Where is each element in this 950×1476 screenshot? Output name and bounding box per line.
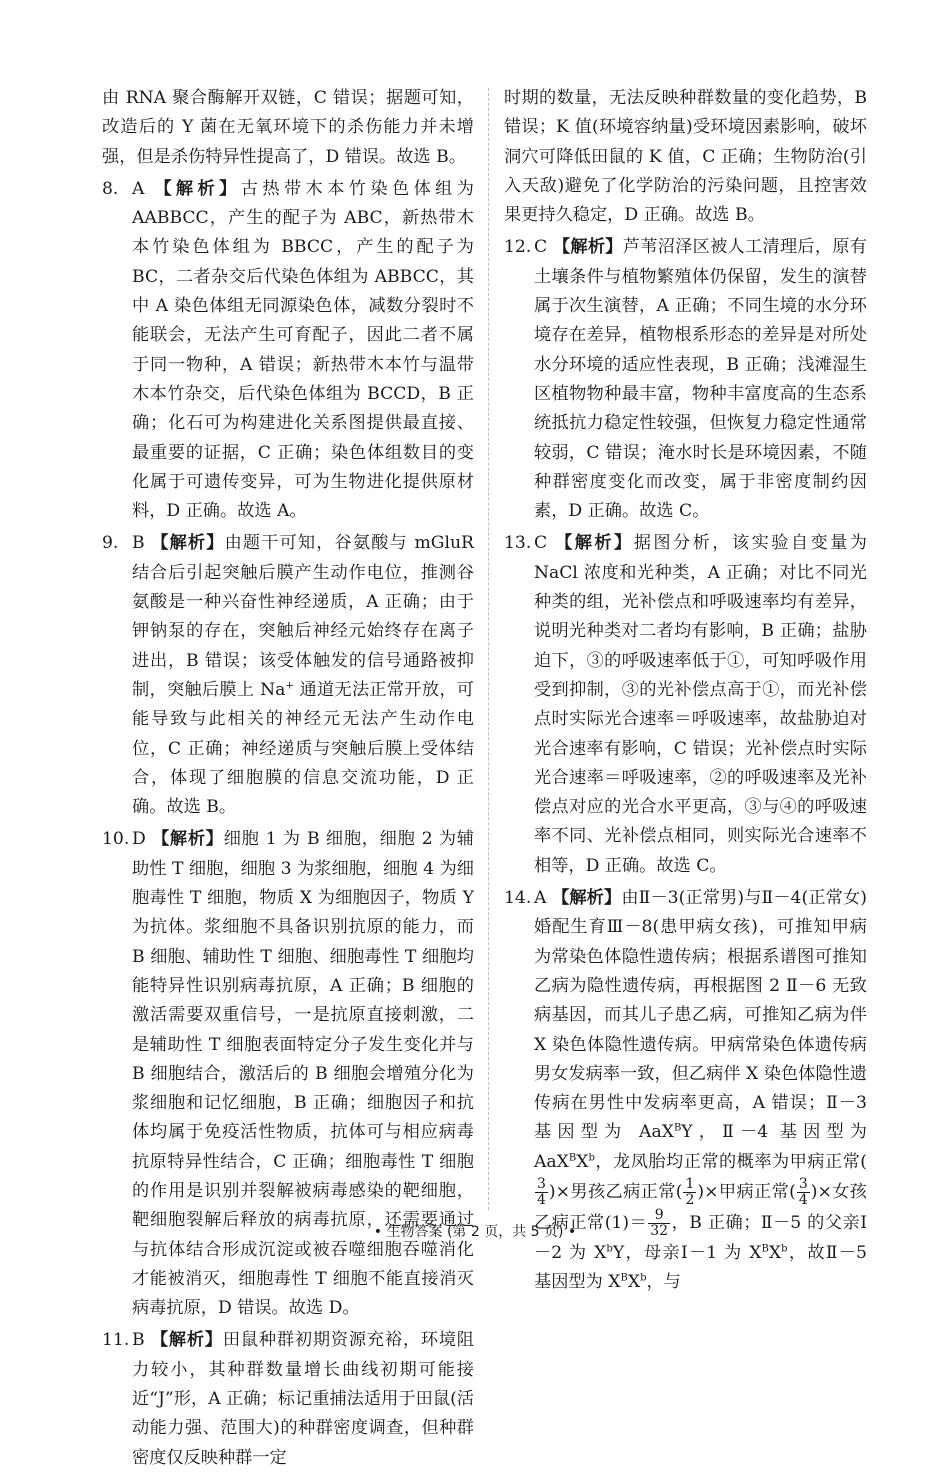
continued-answer-7 — [102, 84, 474, 172]
analysis-tag: 【解析】 — [151, 533, 225, 554]
analysis-text: 田鼠种群初期资源充裕，环境阻力较小，其种群数量增长曲线初期可能接近“J”形，A 正确；标记重捕法适用于田鼠(活动能力强、范围大)的种群密度调查，但种群密度仅反映种群一定 — [132, 1330, 474, 1468]
analysis-tag: 【解析】 — [552, 888, 622, 909]
numerator: 9 — [648, 1208, 670, 1224]
analysis-text: 细胞 1 为 B 细胞，细胞 2 为辅助性 T 细胞，细胞 3 为浆细胞，细胞 4 为细胞毒性 T 细胞，物质 X 为细胞因子，物质 Y 为抗体。浆细胞不具备识别抗原的能力，而 B 细胞、辅助性 T 细胞、细胞毒性 T 细胞均能特异性识别病毒抗原，A 正确；B 细胞的激活需要双重信号，一是抗原直接刺激，二是辅助性 T 细胞表面特定分子发生变化并与 B 细胞结合，激活后的 B 细胞会增殖分化为浆细胞和记忆细胞，B 正确；细胞因子和抗体均属于免疫活性物质，抗体可与相应病毒抗原特异性结合，C 正确；细胞毒性 T 细胞的作用是识别并裂解被病毒感染的靶细胞，靶细胞裂解后释放的病毒抗原，还需要通过与抗体结合形成沉淀或被吞噬细胞吞噬消化才能被消灭，细胞毒性 T 细胞不能直接消灭病毒抗原，D 错误。故选 D。 — [132, 829, 474, 1319]
answer-letter: C — [534, 533, 548, 554]
answer-letter: C — [534, 237, 548, 258]
answer-letter: A — [132, 178, 145, 199]
analysis-text: 由题干可知，谷氨酸与 mGluR 结合后引起突触后膜产生动作电位，推测谷氨酸是一种兴奋性神经递质，A 正确；由于钾钠泵的存在，突触后神经元始终存在离子进出，B 错误；该受体触发的信号通路被抑制，突触后膜上 Na — [132, 533, 474, 700]
analysis-tag: 【解析】 — [152, 829, 224, 850]
numerator: 3 — [537, 1175, 546, 1192]
question-number: 8. — [102, 178, 119, 199]
superscript: + — [285, 680, 294, 692]
answer-7-tail-text: 由 RNA 聚合酶解开双链，C 错误；据题可知，改造后的 Y 菌在无氧环境下的杀伤能力并未增强，但是杀伤特异性提高了，D 错误。故选 B。 — [102, 88, 474, 167]
left-column — [102, 84, 474, 1476]
superscript: b — [781, 1243, 788, 1255]
analysis-text: 古热带木本竹染色体组为 AABBCC，产生的配子为 ABC，新热带木本竹染色体组为 BBCC，产生的配子为 BC，二者杂交后代染色体组为 ABBCC，其中 A 染色体组无同源染色体，减数分裂时不能联会，无法产生可育配子，因此二者不属于同一物种，A 错误；新热带木本竹与温带木本竹杂交，后代染色体组为 BCCD，B 正确；化石可为构建进化关系图提供最直接、最重要的证据，C 正确；染色体组数目的变化属于可遗传变异，可为生物进化提供原材料，D 正确。故选 A。 — [132, 178, 474, 522]
superscript: b — [640, 1272, 647, 1284]
numerator: 3 — [798, 1175, 808, 1192]
question-number: 13. — [504, 533, 532, 554]
analysis-text: X — [576, 1151, 589, 1172]
answer-letter: B — [132, 1330, 145, 1351]
answer-9 — [102, 529, 474, 822]
analysis-text: X — [768, 1242, 782, 1263]
analysis-text: )×甲病正常( — [697, 1181, 796, 1202]
question-number: 10. — [102, 829, 130, 850]
analysis-text: ，与 — [646, 1272, 681, 1293]
analysis-text: )×男孩乙病正常( — [548, 1181, 683, 1202]
analysis-text: 由Ⅱ－3(正常男)与Ⅱ－4(正常女)婚配生育Ⅲ－8(患甲病女孩)，可推知甲病为常染色体隐性遗传病；根据系谱图可推知乙病为隐性遗传病，再根据图 2 Ⅱ－6 无致病基因，而其儿子患乙病，可推知乙病为伴 X 染色体隐性遗传病。甲病常染色体遗传病男女发病率一致，但乙病伴 X 染色体隐性遗传病在男性中发病率更高，A 错误；Ⅱ－3 基因型为 AaX — [534, 888, 867, 1143]
denominator: 4 — [798, 1191, 808, 1208]
answer-letter: B — [132, 533, 145, 554]
fraction — [535, 1177, 548, 1208]
analysis-tag: 【解析】 — [555, 533, 634, 554]
analysis-text: ，B 正确；Ⅱ－5 的父亲Ⅰ－2 为 X — [534, 1212, 867, 1263]
superscript: B — [568, 1151, 577, 1163]
denominator: 32 — [650, 1222, 669, 1239]
fraction — [797, 1177, 810, 1208]
analysis-text: ，故Ⅱ－5 基因型为 X — [534, 1242, 867, 1293]
analysis-tag: 【解析】 — [150, 1330, 223, 1351]
analysis-text: 通道无法正常开放，可能导致与此相关的神经元无法产生动作电位，C 正确；神经递质与突触后膜上受体结合，体现了细胞膜的信息交流功能，D 正确。故选 B。 — [132, 679, 474, 818]
analysis-text: ，龙凤胎均正常的概率为甲病正常( — [594, 1151, 867, 1172]
answer-letter: D — [132, 829, 146, 850]
continued-answer-11 — [504, 84, 867, 230]
superscript: b — [606, 1243, 613, 1255]
analysis-text: 据图分析，该实验自变量为 NaCl 浓度和光种类，A 正确；对比不同光种类的组，光补偿点和呼吸速率均有差异，说明光种类对二者均有影响，B 正确；盐胁迫下，③的呼吸速率低于①，可知呼吸作用受到抑制，③的光补偿点高于①，而光补偿点时实际光合速率＝呼吸速率，故盐胁迫对光合速率有影响，C 错误；光补偿点时实际光合速率＝呼吸速率，②的呼吸速率及光补偿点对应的光合水平更高，③与④的呼吸速率不同、光补偿点相同，则实际光合速率不相等，D 正确。故选 C。 — [534, 533, 867, 876]
analysis-tag: 【解析】 — [552, 237, 623, 258]
denominator: 4 — [537, 1191, 546, 1208]
question-number: 9. — [102, 533, 119, 554]
answer-12 — [504, 233, 867, 526]
analysis-text: )×女孩乙病正常(1)＝ — [534, 1181, 867, 1233]
right-column — [504, 84, 867, 1301]
analysis-text: Y，Ⅱ－4 基因型为 AaX — [534, 1122, 867, 1172]
analysis-text: Y，母亲Ⅰ－1 为 X — [612, 1242, 762, 1263]
superscript: B — [673, 1122, 682, 1134]
answer-8 — [102, 175, 474, 527]
superscript: B — [620, 1272, 628, 1284]
question-number: 14. — [504, 888, 532, 909]
superscript: B — [761, 1243, 769, 1255]
analysis-text: 芦苇沼泽区被人工清理后，原有土壤条件与植物繁殖体仍保留，发生的演替属于次生演替，A 正确；不同生境的水分环境存在差异，植物根系形态的差异是对所处水分环境的适应性表现，B 正确；浅滩湿生区植物物种最丰富，物种丰富度高的生态系统抵抗力稳定性较强，但恢复力稳定性通常较弱，C 错误；淹水时长是环境因素，不随种群密度变化而改变，属于非密度制约因素，D 正确。故选 C。 — [534, 237, 867, 522]
denominator: 2 — [685, 1191, 695, 1208]
answer-11 — [102, 1326, 474, 1472]
superscript: b — [588, 1151, 595, 1163]
analysis-tag: 【解析】 — [154, 178, 241, 199]
answer-11-tail-text: 时期的数量，无法反映种群数量的变化趋势，B 错误；K 值(环境容纳量)受环境因素影响，破坏洞穴可降低田鼠的 K 值，C 正确；生物防治(引入天敌)避免了化学防治的污染问题，且控害效果更持久稳定，D 正确。故选 B。 — [504, 88, 867, 226]
page-footer: • 生物答案 (第 2 页，共 5 页) • — [373, 1224, 577, 1240]
answer-letter: A — [534, 888, 547, 909]
answer-13 — [504, 529, 867, 881]
fraction — [683, 1177, 696, 1208]
column-divider — [488, 88, 489, 1210]
question-number: 11. — [102, 1330, 130, 1351]
question-number: 12. — [504, 237, 532, 258]
answer-10 — [102, 825, 474, 1323]
numerator: 1 — [685, 1175, 695, 1192]
analysis-text: X — [627, 1272, 641, 1293]
